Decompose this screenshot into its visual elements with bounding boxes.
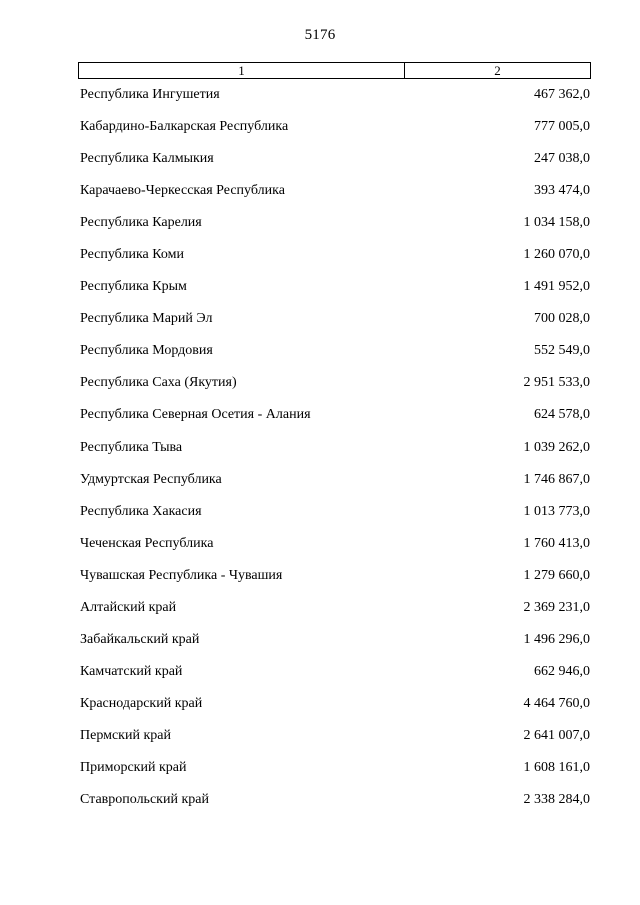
amount-value: 1 034 158,0 <box>523 215 590 231</box>
table-row <box>80 791 590 823</box>
region-name: Республика Саха (Якутия) <box>80 375 237 391</box>
region-name: Чувашская Республика - Чувашия <box>80 567 283 583</box>
amount-value: 393 474,0 <box>534 183 590 199</box>
table-row <box>80 150 590 182</box>
amount-value: 624 578,0 <box>534 407 590 423</box>
amount-value: 1 746 867,0 <box>523 471 590 487</box>
amount-value: 1 491 952,0 <box>523 279 590 295</box>
region-name: Республика Мордовия <box>80 343 213 359</box>
table-row <box>80 246 590 278</box>
region-name: Республика Калмыкия <box>80 151 214 167</box>
amount-value: 2 951 533,0 <box>523 375 590 391</box>
table-row <box>80 695 590 727</box>
table-row <box>80 310 590 342</box>
amount-value: 2 369 231,0 <box>523 599 590 615</box>
amount-value: 1 760 413,0 <box>523 535 590 551</box>
table-row <box>80 471 590 503</box>
amount-value: 2 641 007,0 <box>523 727 590 743</box>
table-row <box>80 727 590 759</box>
amount-value: 662 946,0 <box>534 663 590 679</box>
region-name: Республика Карелия <box>80 215 202 231</box>
table-row <box>80 278 590 310</box>
region-name: Республика Северная Осетия - Алания <box>80 407 311 423</box>
table-row <box>80 663 590 695</box>
amount-value: 1 039 262,0 <box>523 439 590 455</box>
region-name: Пермский край <box>80 727 171 743</box>
region-name: Республика Марий Эл <box>80 311 213 327</box>
table-body <box>80 86 590 823</box>
table-row <box>80 599 590 631</box>
region-name: Краснодарский край <box>80 695 203 711</box>
amount-value: 1 260 070,0 <box>523 247 590 263</box>
region-name: Республика Ингушетия <box>80 87 220 102</box>
table-row <box>80 503 590 535</box>
region-name: Чеченская Республика <box>80 535 214 551</box>
column-header-2: 2 <box>494 63 501 78</box>
region-name: Республика Хакасия <box>80 503 202 519</box>
amount-value: 700 028,0 <box>534 311 590 327</box>
amount-value: 1 608 161,0 <box>523 759 590 775</box>
amount-value: 247 038,0 <box>534 151 590 167</box>
region-name: Республика Крым <box>80 279 187 295</box>
table-row <box>80 759 590 791</box>
page-number: 5176 <box>304 27 336 43</box>
region-name: Республика Коми <box>80 247 184 263</box>
amount-value: 777 005,0 <box>534 119 590 135</box>
table-row <box>80 342 590 374</box>
table-row <box>80 567 590 599</box>
amount-value: 1 013 773,0 <box>523 503 590 519</box>
region-name: Приморский край <box>80 759 187 775</box>
region-name: Карачаево-Черкесская Республика <box>80 183 285 199</box>
amount-value: 1 496 296,0 <box>523 631 590 647</box>
table-row <box>80 214 590 246</box>
region-name: Забайкальский край <box>80 631 200 647</box>
table-row <box>80 406 590 438</box>
region-name: Камчатский край <box>80 663 183 679</box>
amount-value: 1 279 660,0 <box>523 567 590 583</box>
table-row <box>80 374 590 406</box>
column-header-1: 1 <box>79 63 405 78</box>
table-row <box>80 118 590 150</box>
table-row <box>80 439 590 471</box>
region-name: Удмуртская Республика <box>80 471 222 487</box>
table-row <box>80 86 590 118</box>
amount-value: 552 549,0 <box>534 343 590 359</box>
table-row <box>80 535 590 567</box>
amount-value: 467 362,0 <box>534 87 590 102</box>
region-name: Алтайский край <box>80 599 177 615</box>
table-row <box>80 631 590 663</box>
region-name: Ставропольский край <box>80 792 209 808</box>
amount-value: 2 338 284,0 <box>523 792 590 808</box>
amount-value: 4 464 760,0 <box>523 695 590 711</box>
table-header <box>78 62 591 79</box>
region-name: Республика Тыва <box>80 439 183 455</box>
table-row <box>80 182 590 214</box>
region-name: Кабардино-Балкарская Республика <box>80 119 289 135</box>
